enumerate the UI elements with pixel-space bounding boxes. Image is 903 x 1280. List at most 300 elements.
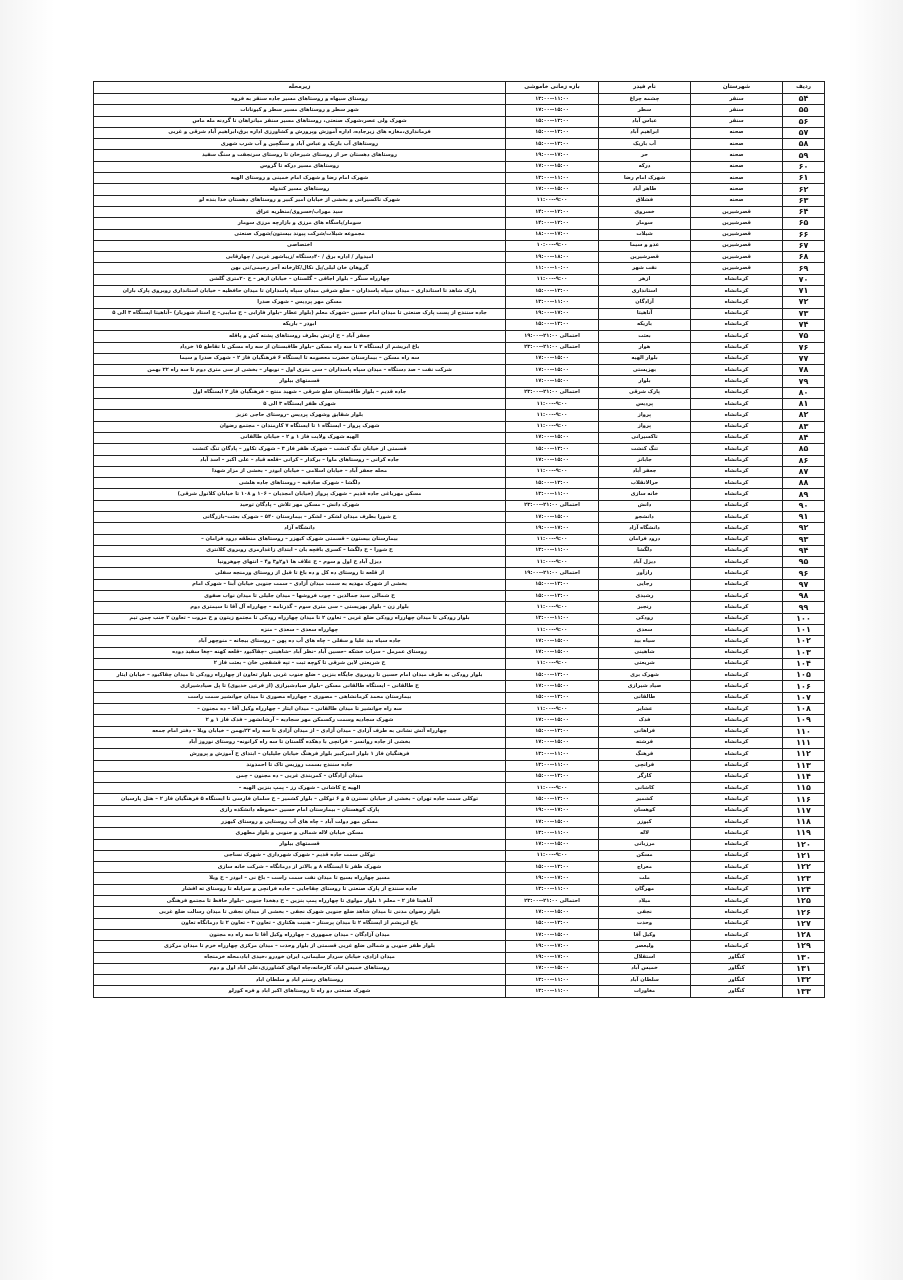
city-cell: کرمانشاه xyxy=(691,421,783,432)
feeder-cell: طالقانی xyxy=(599,692,691,703)
area-cell: شهرک سجادیه وسمت رکسمکن مهر سجادیه – آرشانشهر – فدک فاز ۱ و ۲ xyxy=(94,715,506,726)
feeder-cell: دیزل آباد xyxy=(599,557,691,568)
time-range-cell: ۱۱:۰۰--۱۳:۰۰ xyxy=(506,94,599,105)
area-cell: روستاهای مسیر کندوله xyxy=(94,184,506,195)
area-cell: بلوار رودکی به طرف میدان امام حسین تا روبروی جایگاه بنزین – ضلع جنوب غربی بلوار تعاون از چهارراه رودکی تا میدان چقاکبود – خیابان ایثار xyxy=(94,670,506,681)
row-number: ۱۲۸ xyxy=(783,929,825,940)
feeder-cell: خسروی xyxy=(599,206,691,217)
row-number: ۱۱۹ xyxy=(783,828,825,839)
area-cell: شهرک ظفر تا ایستگاه ۸ و بالاتر از درمانگاه – شرکت خانه سازی xyxy=(94,862,506,873)
feeder-cell: درود فرامان xyxy=(599,534,691,545)
city-cell: صحنه xyxy=(691,195,783,206)
time-range-cell: ۱۳:۰۰--۱۵:۰۰ xyxy=(506,319,599,330)
time-range-cell: ۹:۰۰--۱۱:۰۰ xyxy=(506,399,599,410)
time-range-cell: ۱۱:۰۰--۱۳:۰۰ xyxy=(506,828,599,839)
row-number: ۷۳ xyxy=(783,308,825,319)
city-cell: کرمانشاه xyxy=(691,602,783,613)
city-cell: قصرشیرین xyxy=(691,240,783,251)
time-range-cell: ۱۵:۰۰--۱۷:۰۰ xyxy=(506,636,599,647)
row-number: ۱۱۵ xyxy=(783,783,825,794)
feeder-cell: خمیس آباد xyxy=(599,963,691,974)
feeder-cell: دلگشا xyxy=(599,545,691,556)
table-row xyxy=(94,896,825,907)
time-range-cell: ۹:۰۰--۱۱:۰۰ xyxy=(506,704,599,715)
table-row xyxy=(94,704,825,715)
table-row xyxy=(94,500,825,511)
row-number: ۸۷ xyxy=(783,466,825,477)
feeder-cell: رنجبر xyxy=(599,602,691,613)
time-range-cell: احتمالی ۲۱:۰۰--۲۳:۰۰ xyxy=(506,896,599,907)
time-range-cell: ۱۳:۰۰--۱۵:۰۰ xyxy=(506,444,599,455)
time-range-cell: ۱۵:۰۰--۱۷:۰۰ xyxy=(506,455,599,466)
area-cell: جاده سنندج از پست پارک صنعتی تا میدان امام حسین –شهرک معلم (بلوار عطار –بلوار فارابی – خ سایبی– خ استاد شهریار) –آناهیتا ایستگاه ۳ الی ۵ xyxy=(94,308,506,319)
time-range-cell: ۱۵:۰۰--۱۷:۰۰ xyxy=(506,161,599,172)
city-cell: کرمانشاه xyxy=(691,331,783,342)
area-cell: چهارراه سنگر – بلوار اجاقی – گلستان – خیابان ازهر – خ ۲۰متری گلشن xyxy=(94,274,506,285)
area-cell: بلوار ظفر جنوبی و شمالی ضلع غربی قسمتی از بلوار وحدت – میدان مرکزی چهارراه خرم تا میدان مرکزی xyxy=(94,941,506,952)
time-range-cell: ۹:۰۰--۱۱:۰۰ xyxy=(506,421,599,432)
table-row xyxy=(94,545,825,556)
time-range-cell: ۱۷:۰۰--۱۹:۰۰ xyxy=(506,873,599,884)
feeder-cell: فراهانی xyxy=(599,726,691,737)
row-number: ۱۳۰ xyxy=(783,952,825,963)
table-row xyxy=(94,828,825,839)
table-row xyxy=(94,692,825,703)
feeder-cell: کاشانی xyxy=(599,783,691,794)
table-row xyxy=(94,771,825,782)
row-number: ۹۹ xyxy=(783,602,825,613)
row-number: ۸۱ xyxy=(783,399,825,410)
city-cell: کرمانشاه xyxy=(691,726,783,737)
header-city: شهرستان xyxy=(691,82,783,94)
row-number: ۱۱۶ xyxy=(783,794,825,805)
time-range-cell: ۱۷:۰۰--۱۹:۰۰ xyxy=(506,523,599,534)
time-range-cell: احتمالی ۲۱:۰۰--۱۹:۰۰ xyxy=(506,568,599,579)
time-range-cell: ۱۲:۰۰--۱۴:۰۰ xyxy=(506,206,599,217)
row-number: ۱۲۷ xyxy=(783,918,825,929)
time-range-cell: ۱۳:۰۰--۱۵:۰۰ xyxy=(506,918,599,929)
row-number: ۷۱ xyxy=(783,286,825,297)
city-cell: کرمانشاه xyxy=(691,658,783,669)
city-cell: کرمانشاه xyxy=(691,399,783,410)
area-cell: بخشی از جاده روانسر – فرانچی با دهکده گلستان تا سه راه کرانونه– روستای نوروز آباد xyxy=(94,737,506,748)
city-cell: کرمانشاه xyxy=(691,591,783,602)
time-range-cell: ۱۱:۰۰--۱۳:۰۰ xyxy=(506,760,599,771)
row-number: ۱۲۵ xyxy=(783,896,825,907)
area-cell: روستاهای خمیس اباد، کارخانه،چاه ابهای کشاورزی،علی اباد اول و دوم xyxy=(94,963,506,974)
feeder-cell: جعفر آباد xyxy=(599,466,691,477)
area-cell: بخشی از شهرک مهدیه به سمت میدان آزادی – سمت جنوبی خیابان آبنا – شهرک امام xyxy=(94,579,506,590)
area-cell: روستاهای رستم اباد و سلطان اباد xyxy=(94,975,506,986)
feeder-cell: بعثت xyxy=(599,331,691,342)
row-number: ۱۱۳ xyxy=(783,760,825,771)
feeder-cell: کیوزر xyxy=(599,817,691,828)
time-range-cell: ۱۸:۰۰--۱۹:۰۰ xyxy=(506,252,599,263)
area-cell: سه راه جوانشیر تا میدان طالقانی – میدان ایثار – چهارراه وکیل آقا – ده مجنون – xyxy=(94,704,506,715)
time-range-cell: ۱۳:۰۰--۱۵:۰۰ xyxy=(506,127,599,138)
row-number: ۹۲ xyxy=(783,523,825,534)
area-cell: بلوار زن – بلوار بهزیستی – سی متری سوم – گذرنامه – چهارراه آل آقا تا سیمتری دوم xyxy=(94,602,506,613)
feeder-cell: ملت xyxy=(599,873,691,884)
city-cell: کرمانشاه xyxy=(691,647,783,658)
time-range-cell: ۱۵:۰۰--۱۷:۰۰ xyxy=(506,376,599,387)
area-cell: سومار/پاسگاه های مرزی و بازارچه مرزی سومار xyxy=(94,218,506,229)
table-row xyxy=(94,579,825,590)
city-cell: کرمانشاه xyxy=(691,941,783,952)
table-row xyxy=(94,353,825,364)
table-row xyxy=(94,907,825,918)
area-cell: روستاهای دهستان حر از روستای شیرخان تا روستای سرنجفت و سنگ سفید xyxy=(94,150,506,161)
city-cell: قصرشیرین xyxy=(691,218,783,229)
feeder-cell: طاهر آباد xyxy=(599,184,691,195)
city-cell: کرمانشاه xyxy=(691,692,783,703)
time-range-cell: ۱۱:۰۰--۱۳:۰۰ xyxy=(506,613,599,624)
area-cell: گروهان خان لیلی/پل نکال/کارخانه آجر رحیمی/نی بهن xyxy=(94,263,506,274)
table-row xyxy=(94,918,825,929)
city-cell: کرمانشاه xyxy=(691,907,783,918)
table-row xyxy=(94,523,825,534)
time-range-cell: ۱۷:۰۰--۱۹:۰۰ xyxy=(506,941,599,952)
city-cell: کرمانشاه xyxy=(691,670,783,681)
row-number: ۵۸ xyxy=(783,139,825,150)
row-number: ۷۸ xyxy=(783,365,825,376)
time-range-cell: ۱۱:۰۰--۱۳:۰۰ xyxy=(506,297,599,308)
time-range-cell: ۹:۰۰--۱۱:۰۰ xyxy=(506,658,599,669)
table-row xyxy=(94,150,825,161)
feeder-cell: حرالانقلاب xyxy=(599,478,691,489)
row-number: ۱۲۳ xyxy=(783,873,825,884)
feeder-cell: شهرک بری xyxy=(599,670,691,681)
city-cell: قصرشیرین xyxy=(691,206,783,217)
area-cell: شهرک دانش – مسکن مهر تلاش – پادگان توحید xyxy=(94,500,506,511)
feeder-cell: باریکه xyxy=(599,319,691,330)
row-number: ۹۱ xyxy=(783,511,825,522)
header-feeder: نام فیدر xyxy=(599,82,691,94)
city-cell: کرمانشاه xyxy=(691,297,783,308)
area-cell: امیدوار / اداره برق / ۴۰دستگاه /زیباشهر غربی / چهارقابی xyxy=(94,252,506,263)
city-cell: کنگاور xyxy=(691,986,783,997)
table-row xyxy=(94,466,825,477)
table-row xyxy=(94,737,825,748)
time-range-cell: ۱۳:۰۰--۱۵:۰۰ xyxy=(506,692,599,703)
time-range-cell: ۹:۰۰--۱۱:۰۰ xyxy=(506,195,599,206)
table-row xyxy=(94,489,825,500)
table-row xyxy=(94,862,825,873)
city-cell: کرمانشاه xyxy=(691,624,783,635)
row-number: ۶۳ xyxy=(783,195,825,206)
feeder-cell: بهزیستی xyxy=(599,365,691,376)
time-range-cell: ۱۷:۰۰--۱۸:۰۰ xyxy=(506,229,599,240)
feeder-cell: فشلاق xyxy=(599,195,691,206)
city-cell: کرمانشاه xyxy=(691,511,783,522)
area-cell: خ شورا – خ دلگشا – کسری بافچه بان – ابتدای زاغدارمری روبروی کلانتری xyxy=(94,545,506,556)
time-range-cell: ۱۷:۰۰--۱۹:۰۰ xyxy=(506,952,599,963)
table-row xyxy=(94,557,825,568)
row-number: ۸۲ xyxy=(783,410,825,421)
area-cell: خ شریعتی لاین شرقی تا کوچه ثبت – تپه قشقجی خان – بعثت فاز ۲ xyxy=(94,658,506,669)
table-body xyxy=(94,94,825,998)
city-cell: کرمانشاه xyxy=(691,737,783,748)
feeder-cell: مسکن xyxy=(599,850,691,861)
row-number: ۱۱۴ xyxy=(783,771,825,782)
table-row xyxy=(94,681,825,692)
feeder-cell: تاکسیرانی xyxy=(599,432,691,443)
feeder-cell: استانداری xyxy=(599,286,691,297)
table-row xyxy=(94,240,825,251)
table-row xyxy=(94,975,825,986)
time-range-cell: احتمالی ۲۱:۰۰--۲۳:۰۰ xyxy=(506,500,599,511)
row-number: ۶۹ xyxy=(783,263,825,274)
time-range-cell: ۱۲:۰۰--۱۴:۰۰ xyxy=(506,218,599,229)
table-row xyxy=(94,94,825,105)
feeder-cell: عدو و سیما xyxy=(599,240,691,251)
feeder-cell: دانشجو xyxy=(599,511,691,522)
row-number: ۱۰۱ xyxy=(783,624,825,635)
row-number: ۱۱۷ xyxy=(783,805,825,816)
table-row xyxy=(94,139,825,150)
city-cell: قصرشیرین xyxy=(691,263,783,274)
row-number: ۶۶ xyxy=(783,229,825,240)
feeder-cell: کوهسان xyxy=(599,805,691,816)
city-cell: صحنه xyxy=(691,150,783,161)
time-range-cell: ۱۵:۰۰--۱۷:۰۰ xyxy=(506,105,599,116)
feeder-cell: پردیس xyxy=(599,399,691,410)
row-number: ۵۵ xyxy=(783,105,825,116)
table-row xyxy=(94,952,825,963)
city-cell: کرمانشاه xyxy=(691,850,783,861)
table-row xyxy=(94,794,825,805)
time-range-cell: ۱۳:۰۰--۱۵:۰۰ xyxy=(506,771,599,782)
area-cell: قسمتهای بیلوار xyxy=(94,376,506,387)
row-number: ۸۵ xyxy=(783,444,825,455)
city-cell: سنقر xyxy=(691,116,783,127)
city-cell: کرمانشاه xyxy=(691,771,783,782)
area-cell: مجموعه شیلات/شرکت پیوند بیستون/شهرک صنعتی xyxy=(94,229,506,240)
row-number: ۵۷ xyxy=(783,127,825,138)
time-range-cell: ۱۵:۰۰--۱۷:۰۰ xyxy=(506,737,599,748)
area-cell: الهیه شهرک ولایت فاز ۱ و ۲ – خیابان طالقانی xyxy=(94,432,506,443)
row-number: ۱۳۳ xyxy=(783,986,825,997)
table-row xyxy=(94,873,825,884)
area-cell: میدان آزادگان – کمربندی غربی – ده مجنون – چمن xyxy=(94,771,506,782)
feeder-cell: شیلات xyxy=(599,229,691,240)
table-row xyxy=(94,105,825,116)
row-number: ۷۶ xyxy=(783,342,825,353)
area-cell: دانشگاه آزاد xyxy=(94,523,506,534)
area-cell: جاده سنندج بسمت روزیس تاک تا احمدوند xyxy=(94,760,506,771)
area-cell: مسکن مهرباغی جاده قدیم – شهرک پرواز (خیابان امجدیان – ۱۰۶ و ۱۰۸ تا خیابان کلانول شرقی) xyxy=(94,489,506,500)
table-row xyxy=(94,286,825,297)
time-range-cell: ۱۳:۰۰--۱۵:۰۰ xyxy=(506,116,599,127)
area-cell: توکلی سمت جاده قدیم – شهرک شهرداری – شهرک نساجی xyxy=(94,850,506,861)
feeder-cell: عباس آباد xyxy=(599,116,691,127)
area-cell: جاده کرانی – روستاهای ماوا – برکدار – کرانی –قلعه قباد – علی اکبر – اسد آباد xyxy=(94,455,506,466)
row-number: ۱۲۴ xyxy=(783,884,825,895)
city-cell: کنگاور xyxy=(691,975,783,986)
area-cell: جاده قدیم – بلوار طاقبستان ضلع شرقی – شهید منتج – فرهنگیان فاز ۲ ایستگاه اول xyxy=(94,387,506,398)
table-row xyxy=(94,929,825,940)
area-cell: روستای سیهاه و روستاهای مسیر جاده سنقر به فروه xyxy=(94,94,506,105)
row-number: ۹۳ xyxy=(783,534,825,545)
area-cell: سید مهراب/خسروی/منظریه عراق xyxy=(94,206,506,217)
city-cell: کرمانشاه xyxy=(691,783,783,794)
time-range-cell: ۹:۰۰--۱۱:۰۰ xyxy=(506,274,599,285)
header-row-number: ردیف xyxy=(783,82,825,94)
table-row xyxy=(94,297,825,308)
time-range-cell: ۹:۰۰--۱۱:۰۰ xyxy=(506,534,599,545)
table-row xyxy=(94,726,825,737)
area-cell: شهرک صنعتی دو راه تا روستاهای اکبر اباد و فره کورلو xyxy=(94,986,506,997)
feeder-cell: مهرگان xyxy=(599,884,691,895)
area-cell: الهیه خ کاشانی – شهرک رز – پمپ بنزین الهیه – xyxy=(94,783,506,794)
city-cell: کرمانشاه xyxy=(691,579,783,590)
time-range-cell: ۹:۰۰--۱۱:۰۰ xyxy=(506,624,599,635)
table-row xyxy=(94,783,825,794)
city-cell: کرمانشاه xyxy=(691,715,783,726)
time-range-cell: ۹:۰۰--۱۱:۰۰ xyxy=(506,410,599,421)
feeder-cell: معراج xyxy=(599,862,691,873)
table-row xyxy=(94,511,825,522)
time-range-cell: ۱۵:۰۰--۱۷:۰۰ xyxy=(506,511,599,522)
row-number: ۹۴ xyxy=(783,545,825,556)
row-number: ۶۱ xyxy=(783,173,825,184)
row-number: ۱۳۱ xyxy=(783,963,825,974)
city-cell: کرمانشاه xyxy=(691,286,783,297)
row-number: ۱۲۰ xyxy=(783,839,825,850)
area-cell: فرمانداری،مغازه های زیرجاده، اداره آموزش وپرورش و کشاورزی اداره برق،ابراهیم آباد شرقی و غربی xyxy=(94,127,506,138)
city-cell: کرمانشاه xyxy=(691,704,783,715)
feeder-cell: پرواز xyxy=(599,421,691,432)
table-row xyxy=(94,263,825,274)
time-range-cell: ۱۷:۰۰--۱۹:۰۰ xyxy=(506,805,599,816)
city-cell: قصرشیرین xyxy=(691,229,783,240)
time-range-cell: ۱۱:۰۰--۱۳:۰۰ xyxy=(506,749,599,760)
area-cell: شهر سطر و روستاهای مسیر سطر و کیونانات xyxy=(94,105,506,116)
table-row xyxy=(94,229,825,240)
table-row xyxy=(94,658,825,669)
table-row xyxy=(94,963,825,974)
row-number: ۱۲۶ xyxy=(783,907,825,918)
table-row xyxy=(94,817,825,828)
city-cell: کرمانشاه xyxy=(691,817,783,828)
row-number: ۸۴ xyxy=(783,432,825,443)
feeder-cell: مغاورات xyxy=(599,986,691,997)
table-row xyxy=(94,319,825,330)
time-range-cell: ۹:۰۰--۱۱:۰۰ xyxy=(506,466,599,477)
row-number: ۶۸ xyxy=(783,252,825,263)
table-row xyxy=(94,376,825,387)
row-number: ۱۰۲ xyxy=(783,636,825,647)
area-cell: مسیر چهارراه بسیج تا میدان نفت سمت راست – باغ نی – ابوذر – خ ویلا xyxy=(94,873,506,884)
time-range-cell: ۱۵:۰۰--۱۷:۰۰ xyxy=(506,839,599,850)
city-cell: کرمانشاه xyxy=(691,274,783,285)
row-number: ۱۰۹ xyxy=(783,715,825,726)
row-number: ۱۰۷ xyxy=(783,692,825,703)
city-cell: کرمانشاه xyxy=(691,636,783,647)
table-row xyxy=(94,195,825,206)
time-range-cell: ۱۵:۰۰--۱۷:۰۰ xyxy=(506,365,599,376)
table-row xyxy=(94,387,825,398)
city-cell: قصرشیرین xyxy=(691,252,783,263)
feeder-cell: نجفی xyxy=(599,907,691,918)
table-row xyxy=(94,161,825,172)
city-cell: کرمانشاه xyxy=(691,308,783,319)
feeder-cell: بلوار الهیه xyxy=(599,353,691,364)
city-cell: کرمانشاه xyxy=(691,794,783,805)
feeder-cell: نفت شهر xyxy=(599,263,691,274)
feeder-cell: هوار xyxy=(599,342,691,353)
feeder-cell: شهرک امام رضا xyxy=(599,173,691,184)
city-cell: کرمانشاه xyxy=(691,432,783,443)
city-cell: سنقر xyxy=(691,94,783,105)
feeder-cell: دانش xyxy=(599,500,691,511)
row-number: ۱۰۵ xyxy=(783,670,825,681)
area-cell: ابوذر – باریکه xyxy=(94,319,506,330)
area-cell: آناهیتا فاز ۲ – معلم ۱ بلوار مولوی تا چهارراه پمپ بنزین – خ دهخدا جنوبی –بلوار حافظ تا مجتمع فرهنگی xyxy=(94,896,506,907)
city-cell: کرمانشاه xyxy=(691,760,783,771)
time-range-cell: ۹:۰۰--۱۱:۰۰ xyxy=(506,783,599,794)
area-cell: سه راه مسکن – بیمارستان حضرت معصومه تا ایستگاه ۶ فرهنگیان فاز ۲ – شهرک صدرا و سیما xyxy=(94,353,506,364)
time-range-cell: ۱۳:۰۰--۱۵:۰۰ xyxy=(506,139,599,150)
feeder-cell: ابراهیم آباد xyxy=(599,127,691,138)
row-number: ۱۳۲ xyxy=(783,975,825,986)
city-cell: کرمانشاه xyxy=(691,918,783,929)
area-cell: توکلی سمت جاده تهران – بخشی از خیابان نسترن ۵ و ۶ توکلی – بلوار کشمیر – خ سلمان فارسی تا ایستگاه ۵ فرهنگیان فاز ۲ – هتل پارسیان xyxy=(94,794,506,805)
city-cell: کرمانشاه xyxy=(691,884,783,895)
table-row xyxy=(94,127,825,138)
city-cell: کرمانشاه xyxy=(691,681,783,692)
feeder-cell: استقلال xyxy=(599,952,691,963)
table-row xyxy=(94,647,825,658)
feeder-cell: سومار xyxy=(599,218,691,229)
feeder-cell: سطر xyxy=(599,105,691,116)
time-range-cell: ۱۵:۰۰--۱۷:۰۰ xyxy=(506,929,599,940)
city-cell: کرمانشاه xyxy=(691,376,783,387)
row-number: ۹۸ xyxy=(783,591,825,602)
table-row xyxy=(94,986,825,997)
time-range-cell: ۱۱:۰۰--۱۳:۰۰ xyxy=(506,545,599,556)
area-cell: شهرک ظفر ایستگاه ۳ الی ۵ xyxy=(94,399,506,410)
row-number: ۸۰ xyxy=(783,387,825,398)
feeder-cell: بلوار xyxy=(599,376,691,387)
area-cell: خ شورا بطرف میدان لشکر – لشکر – بیمارستان ۵۴۰ – شهرک بعثت–بازرگانی xyxy=(94,511,506,522)
feeder-cell: صیاد شیرازی xyxy=(599,681,691,692)
row-number: ۷۴ xyxy=(783,319,825,330)
feeder-cell: عشایر xyxy=(599,704,691,715)
table-row xyxy=(94,884,825,895)
time-range-cell: ۱۵:۰۰--۱۷:۰۰ xyxy=(506,817,599,828)
time-range-cell: احتمالی ۲۱:۰۰--۲۳:۰۰ xyxy=(506,387,599,398)
time-range-cell: ۹:۰۰--۱۱:۰۰ xyxy=(506,602,599,613)
city-cell: کرمانشاه xyxy=(691,896,783,907)
feeder-cell: کارگر xyxy=(599,771,691,782)
feeder-cell: رجایی xyxy=(599,579,691,590)
time-range-cell: ۱۵:۰۰--۱۷:۰۰ xyxy=(506,681,599,692)
table-row xyxy=(94,184,825,195)
area-cell: بلوار شقایق وشهرک پردیس –روستای حاجی عزیز xyxy=(94,410,506,421)
area-cell: خ شمالی سید جمالدین – چوب فروشها – میدان جلیلی تا میدان نواب صفوی xyxy=(94,591,506,602)
feeder-cell: دانشگاه آزاد xyxy=(599,523,691,534)
city-cell: کرمانشاه xyxy=(691,557,783,568)
area-cell: شهرک پرواز – ایستگاه ۱ تا ایستگاه ۷ کارمندان – مجتمع رضوان xyxy=(94,421,506,432)
row-number: ۸۹ xyxy=(783,489,825,500)
city-cell: کنگاور xyxy=(691,963,783,974)
table-row xyxy=(94,410,825,421)
feeder-cell: رودکی xyxy=(599,613,691,624)
city-cell: کرمانشاه xyxy=(691,319,783,330)
area-cell: شهرک امام رضا و شهرک امام خمینی و روستای الهیه xyxy=(94,173,506,184)
table-row xyxy=(94,715,825,726)
